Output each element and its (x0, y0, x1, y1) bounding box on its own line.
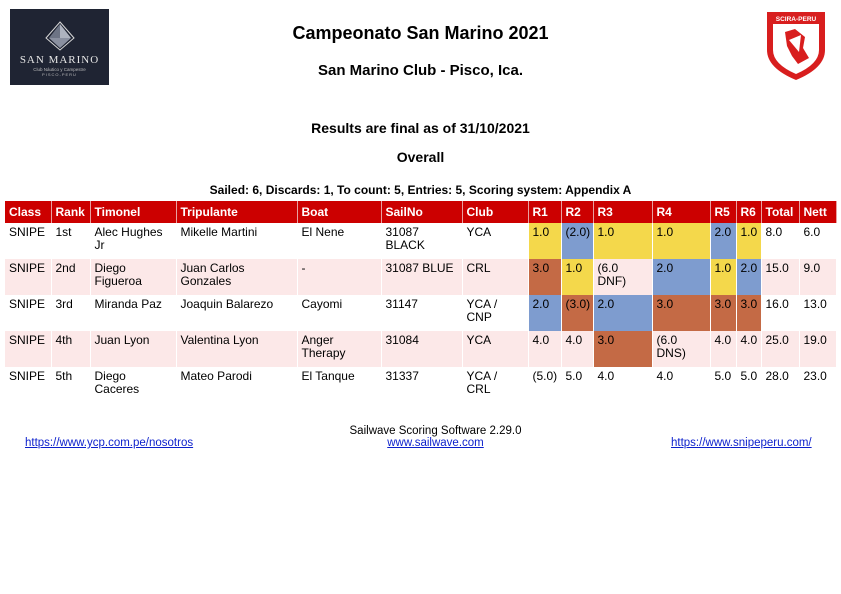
cell-boat: El Tanque (297, 367, 381, 403)
cell-tripulante: Mikelle Martini (176, 223, 297, 259)
cell-sailno: 31147 (381, 295, 462, 331)
cell-total: 15.0 (761, 259, 799, 295)
cell-sailno: 31084 (381, 331, 462, 367)
cell-r4: 2.0 (652, 259, 710, 295)
cell-nett: 19.0 (799, 331, 836, 367)
cell-rank: 3rd (51, 295, 90, 331)
cell-r6: 4.0 (736, 331, 761, 367)
scoring-summary: Sailed: 6, Discards: 1, To count: 5, Entries: 5, Scoring system: Appendix A (209, 183, 632, 197)
cell-nett: 9.0 (799, 259, 836, 295)
cell-sailno: 31087 BLUE (381, 259, 462, 295)
cell-timonel: Alec Hughes Jr (90, 223, 176, 259)
cell-club: YCA / CNP (462, 295, 528, 331)
table-row (5, 367, 836, 403)
cell-tripulante: Mateo Parodi (176, 367, 297, 403)
cell-rank: 1st (51, 223, 90, 259)
col-header-r5: R5 (710, 201, 736, 223)
section-title: Overall (396, 149, 445, 165)
cell-boat: Anger Therapy (297, 331, 381, 367)
cell-class: SNIPE (5, 331, 51, 367)
table-row (5, 331, 836, 367)
logo-text: SCIRA-PERU (775, 16, 817, 23)
results-table (5, 201, 837, 403)
cell-r5: 3.0 (710, 295, 736, 331)
cell-class: SNIPE (5, 367, 51, 403)
cell-nett: 23.0 (799, 367, 836, 403)
cell-timonel: Diego Figueroa (90, 259, 176, 295)
table-row (5, 259, 836, 295)
cell-r4: (6.0 DNS) (652, 331, 710, 367)
cell-r3: 1.0 (593, 223, 652, 259)
col-header-nett: Nett (799, 201, 836, 223)
cell-tripulante: Joaquin Balarezo (176, 295, 297, 331)
results-status: Results are final as of 31/10/2021 (311, 120, 530, 136)
cell-timonel: Miranda Paz (90, 295, 176, 331)
cell-r2: 5.0 (561, 367, 593, 403)
table-row (5, 295, 836, 331)
table-row (5, 223, 836, 259)
cell-total: 8.0 (761, 223, 799, 259)
cell-r4: 3.0 (652, 295, 710, 331)
cell-total: 28.0 (761, 367, 799, 403)
col-header-r2: R2 (561, 201, 593, 223)
cell-rank: 4th (51, 331, 90, 367)
cell-r5: 2.0 (710, 223, 736, 259)
logo-name: SAN MARINO (19, 54, 100, 66)
cell-r1: 1.0 (528, 223, 561, 259)
cell-class: SNIPE (5, 259, 51, 295)
cell-r6: 3.0 (736, 295, 761, 331)
cell-sailno: 31337 (381, 367, 462, 403)
cell-r6: 5.0 (736, 367, 761, 403)
cell-rank: 5th (51, 367, 90, 403)
col-header-timonel: Timonel (90, 201, 176, 223)
col-header-r4: R4 (652, 201, 710, 223)
cell-r6: 1.0 (736, 223, 761, 259)
cell-total: 25.0 (761, 331, 799, 367)
cell-boat: - (297, 259, 381, 295)
col-header-tripulante: Tripulante (176, 201, 297, 223)
page-title: Campeonato San Marino 2021 (292, 23, 549, 43)
cell-r3: 2.0 (593, 295, 652, 331)
cell-timonel: Juan Lyon (90, 331, 176, 367)
cell-club: CRL (462, 259, 528, 295)
cell-r1: (5.0) (528, 367, 561, 403)
cell-r3: 3.0 (593, 331, 652, 367)
cell-timonel: Diego Caceres (90, 367, 176, 403)
cell-boat: Cayomi (297, 295, 381, 331)
cell-nett: 13.0 (799, 295, 836, 331)
cell-total: 16.0 (761, 295, 799, 331)
cell-r1: 4.0 (528, 331, 561, 367)
cell-r3: (6.0 DNF) (593, 259, 652, 295)
cell-sailno: 31087 BLACK (381, 223, 462, 259)
cell-boat: El Nene (297, 223, 381, 259)
cell-r4: 4.0 (652, 367, 710, 403)
cell-class: SNIPE (5, 223, 51, 259)
page-subtitle: San Marino Club - Pisco, Ica. (317, 62, 524, 79)
cell-club: YCA (462, 331, 528, 367)
table-header-row (5, 201, 836, 223)
cell-r4: 1.0 (652, 223, 710, 259)
cell-r2: (2.0) (561, 223, 593, 259)
col-header-total: Total (761, 201, 799, 223)
cell-r5: 4.0 (710, 331, 736, 367)
logo-subtitle: Club Náutico y Campestre (33, 67, 86, 72)
cell-tripulante: Juan Carlos Gonzales (176, 259, 297, 295)
cell-club: YCA (462, 223, 528, 259)
cell-tripulante: Valentina Lyon (176, 331, 297, 367)
col-header-boat: Boat (297, 201, 381, 223)
col-header-club: Club (462, 201, 528, 223)
cell-r1: 2.0 (528, 295, 561, 331)
cell-r5: 1.0 (710, 259, 736, 295)
col-header-r3: R3 (593, 201, 652, 223)
cell-r2: 4.0 (561, 331, 593, 367)
software-name: Sailwave Scoring Software 2.29.0 (349, 425, 522, 437)
sailwave-link[interactable]: www.sailwave.com (387, 437, 484, 449)
col-header-r6: R6 (736, 201, 761, 223)
col-header-r1: R1 (528, 201, 561, 223)
cell-r5: 5.0 (710, 367, 736, 403)
cell-rank: 2nd (51, 259, 90, 295)
cell-r2: 1.0 (561, 259, 593, 295)
ycp-link[interactable]: https://www.ycp.com.pe/nosotros (25, 437, 194, 449)
cell-club: YCA / CRL (462, 367, 528, 403)
cell-r2: (3.0) (561, 295, 593, 331)
cell-class: SNIPE (5, 295, 51, 331)
col-header-sailno: SailNo (381, 201, 462, 223)
cell-r1: 3.0 (528, 259, 561, 295)
snipeperu-link[interactable]: https://www.snipeperu.com/ (671, 437, 812, 449)
logo-location: PISCO-PERU (42, 72, 77, 77)
cell-r3: 4.0 (593, 367, 652, 403)
col-header-class: Class (5, 201, 51, 223)
cell-nett: 6.0 (799, 223, 836, 259)
cell-r6: 2.0 (736, 259, 761, 295)
col-header-rank: Rank (51, 201, 90, 223)
